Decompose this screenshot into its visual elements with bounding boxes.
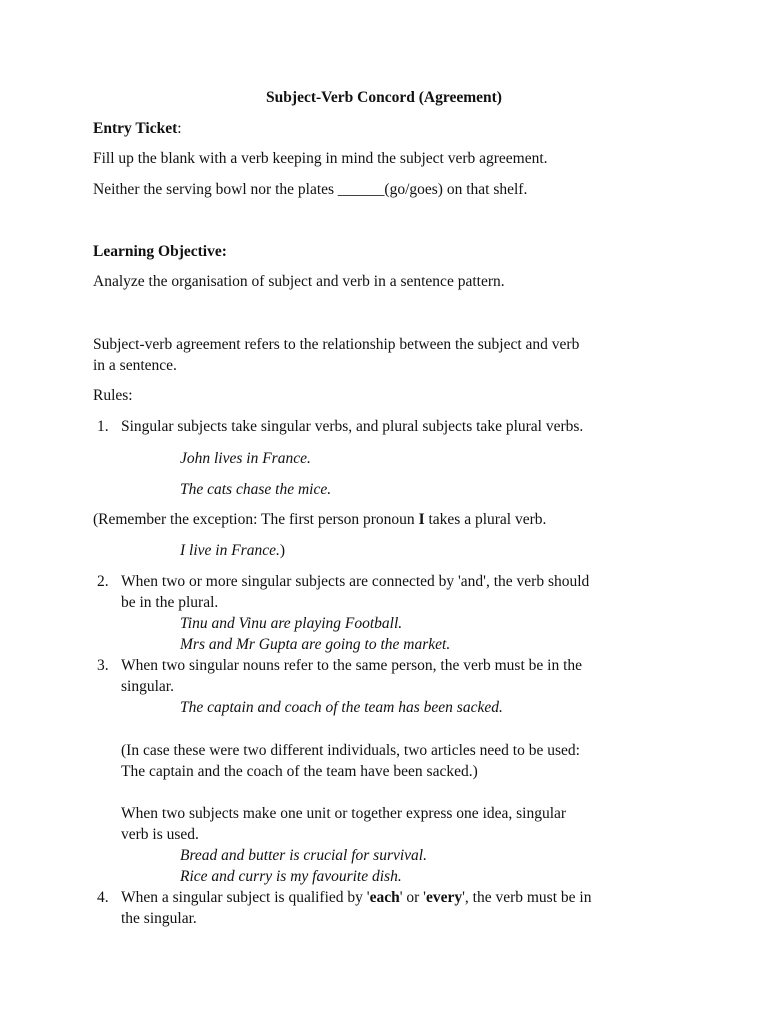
- rule-3-line-1: When two singular nouns refer to the same person, the verb must be in the: [121, 657, 583, 674]
- rule-4-line-2: the singular.: [121, 910, 197, 927]
- rule-3-example-1: The captain and coach of the team has been sacked.: [180, 699, 503, 716]
- rule-1-exception: [93, 510, 546, 530]
- rule-1-example-3-close: ): [279, 542, 286, 559]
- rule-3-unit-1: When two subjects make one unit or together express one idea, singular: [121, 805, 567, 822]
- rules-label: Rules:: [93, 387, 133, 404]
- rule-4-number: 4.: [97, 889, 109, 906]
- rule-3-number: 3.: [97, 657, 109, 674]
- rule-3-example-3: Rice and curry is my favourite dish.: [180, 868, 402, 885]
- exception-text-pre: (Remember the exception: The first person pronoun: [93, 511, 419, 528]
- rule-3-line-2: singular.: [121, 678, 174, 695]
- intro-line-1: Subject-verb agreement refers to the relationship between the subject and verb: [93, 336, 580, 353]
- exception-pronoun: I: [418, 511, 425, 528]
- entry-ticket-colon: :: [177, 120, 182, 137]
- rule-4-keyword-each: each: [369, 889, 400, 906]
- entry-ticket-label: Entry Ticket: [93, 120, 178, 137]
- entry-ticket-question: Neither the serving bowl nor the plates ______(go/goes) on that shelf.: [93, 181, 528, 198]
- rule-3-note-1: (In case these were two different individuals, two articles need to be used:: [121, 742, 580, 759]
- rule-1-example-1: John lives in France.: [180, 450, 311, 467]
- rule-4-text-pre: When a singular subject is qualified by ': [121, 889, 370, 906]
- learning-objective-heading: Learning Objective:: [93, 243, 227, 260]
- exception-text-post: takes a plural verb.: [424, 511, 547, 528]
- rule-2-line-1: When two or more singular subjects are connected by 'and', the verb should: [121, 573, 590, 590]
- rule-1-example-3: [180, 541, 285, 561]
- rule-2-line-2: be in the plural.: [121, 594, 219, 611]
- rule-1-number: 1.: [97, 418, 109, 435]
- rule-4-keyword-every: every: [425, 889, 463, 906]
- learning-objective-text: Analyze the organisation of subject and verb in a sentence pattern.: [93, 273, 505, 290]
- rule-1-example-3-text: I live in France.: [180, 542, 280, 559]
- rule-3-unit-2: verb is used.: [121, 826, 199, 843]
- rule-1-text: Singular subjects take singular verbs, and plural subjects take plural verbs.: [121, 418, 584, 435]
- rule-3-example-2: Bread and butter is crucial for survival.: [180, 847, 427, 864]
- intro-line-2: in a sentence.: [93, 357, 177, 374]
- entry-ticket-instruction: Fill up the blank with a verb keeping in mind the subject verb agreement.: [93, 150, 548, 167]
- rule-2-example-1: Tinu and Vinu are playing Football.: [180, 615, 403, 632]
- document-title: Subject-Verb Concord (Agreement): [266, 89, 502, 106]
- rule-4-line-1: [121, 888, 591, 908]
- rule-2-number: 2.: [97, 573, 109, 590]
- rule-4-text-post: ', the verb must be in: [462, 889, 592, 906]
- rule-2-example-2: Mrs and Mr Gupta are going to the market.: [180, 636, 451, 653]
- rule-3-note-2: The captain and the coach of the team have been sacked.): [121, 763, 478, 780]
- rule-4-text-mid: ' or ': [399, 889, 426, 906]
- entry-ticket-heading: [93, 119, 182, 139]
- rule-1-example-2: The cats chase the mice.: [180, 481, 332, 498]
